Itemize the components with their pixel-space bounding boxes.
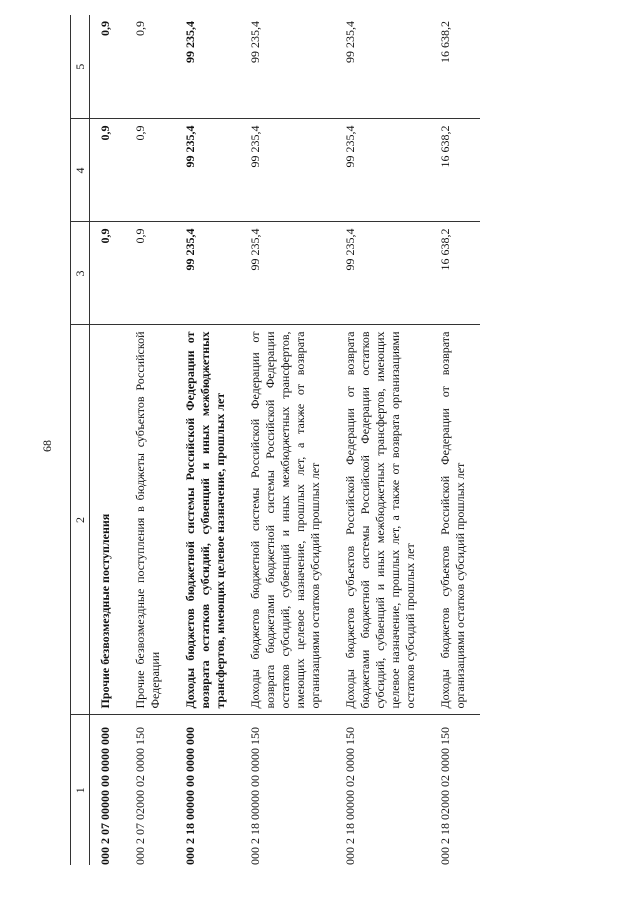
table-row xyxy=(125,15,175,865)
row-value-5: 0,9 xyxy=(90,15,126,119)
row-value-3: 99 235,4 xyxy=(240,222,335,325)
row-code: 000 2 18 00000 00 0000 150 xyxy=(248,727,262,865)
table-row xyxy=(175,15,240,865)
row-value-4: 99 235,4 xyxy=(240,119,335,222)
row-value-4: 0,9 xyxy=(125,119,175,222)
row-value-3: 16 638,2 xyxy=(430,222,480,325)
row-value-5: 16 638,2 xyxy=(430,15,480,119)
row-value-3: 99 235,4 xyxy=(175,222,240,325)
table-row xyxy=(335,15,430,865)
row-value-5: 99 235,4 xyxy=(175,15,240,119)
table-row xyxy=(90,15,126,865)
row-name: Доходы бюджетов бюджетной системы Российской Федерации от возврата бюджетами бюджетной системы Российской Федерации остатков субсидий, субвенций и иных межбюджетных трансфертов, имеющих целевое назначение, прошлых лет, а также от возврата организациями остатков субсидий прошлых лет xyxy=(240,325,335,715)
row-code: 000 2 18 00000 00 0000 000 xyxy=(183,727,197,865)
row-value-3: 0,9 xyxy=(90,222,126,325)
row-name: Доходы бюджетов субъектов Российской Федерации от возврата бюджетами бюджетной системы Российской Федерации остатков субсидий, субвенций и иных межбюджетных трансфертов, имеющих целевое назначение, прошлых лет, а также от возврата организациями остатков субсидий прошлых лет xyxy=(335,325,430,715)
row-value-5: 0,9 xyxy=(125,15,175,119)
row-value-4: 99 235,4 xyxy=(335,119,430,222)
header-col-2: 2 xyxy=(71,325,90,715)
header-col-1: 1 xyxy=(71,715,90,865)
row-value-4: 99 235,4 xyxy=(175,119,240,222)
row-value-4: 16 638,2 xyxy=(430,119,480,222)
row-code: 000 2 07 02000 02 0000 150 xyxy=(133,727,147,865)
header-col-4: 4 xyxy=(71,119,90,222)
row-value-3: 99 235,4 xyxy=(335,222,430,325)
row-value-5: 99 235,4 xyxy=(240,15,335,119)
row-code: 000 2 18 00000 02 0000 150 xyxy=(343,727,357,865)
table-row xyxy=(430,15,480,865)
rotated-page xyxy=(70,15,620,865)
page-number: 68 xyxy=(40,440,54,452)
budget-table xyxy=(70,15,480,865)
row-code: 000 2 07 00000 00 0000 000 xyxy=(98,727,112,865)
header-col-5: 5 xyxy=(71,15,90,119)
row-name: Доходы бюджетов бюджетной системы Российской Федерации от возврата остатков субсидий, субвенций и иных межбюджетных трансфертов, имеющих целевое назначение, прошлых лет xyxy=(175,325,240,715)
row-name: Прочие безвозмездные поступления в бюджеты субъектов Российской Федерации xyxy=(125,325,175,715)
row-value-3: 0,9 xyxy=(125,222,175,325)
row-name: Прочие безвозмездные поступления xyxy=(90,325,126,715)
row-name: Доходы бюджетов субъектов Российской Федерации от возврата организациями остатков субсидий прошлых лет xyxy=(430,325,480,715)
header-col-3: 3 xyxy=(71,222,90,325)
row-value-4: 0,9 xyxy=(90,119,126,222)
row-code: 000 2 18 02000 02 0000 150 xyxy=(438,727,452,865)
row-value-5: 99 235,4 xyxy=(335,15,430,119)
table-row xyxy=(240,15,335,865)
header-row xyxy=(71,15,90,865)
